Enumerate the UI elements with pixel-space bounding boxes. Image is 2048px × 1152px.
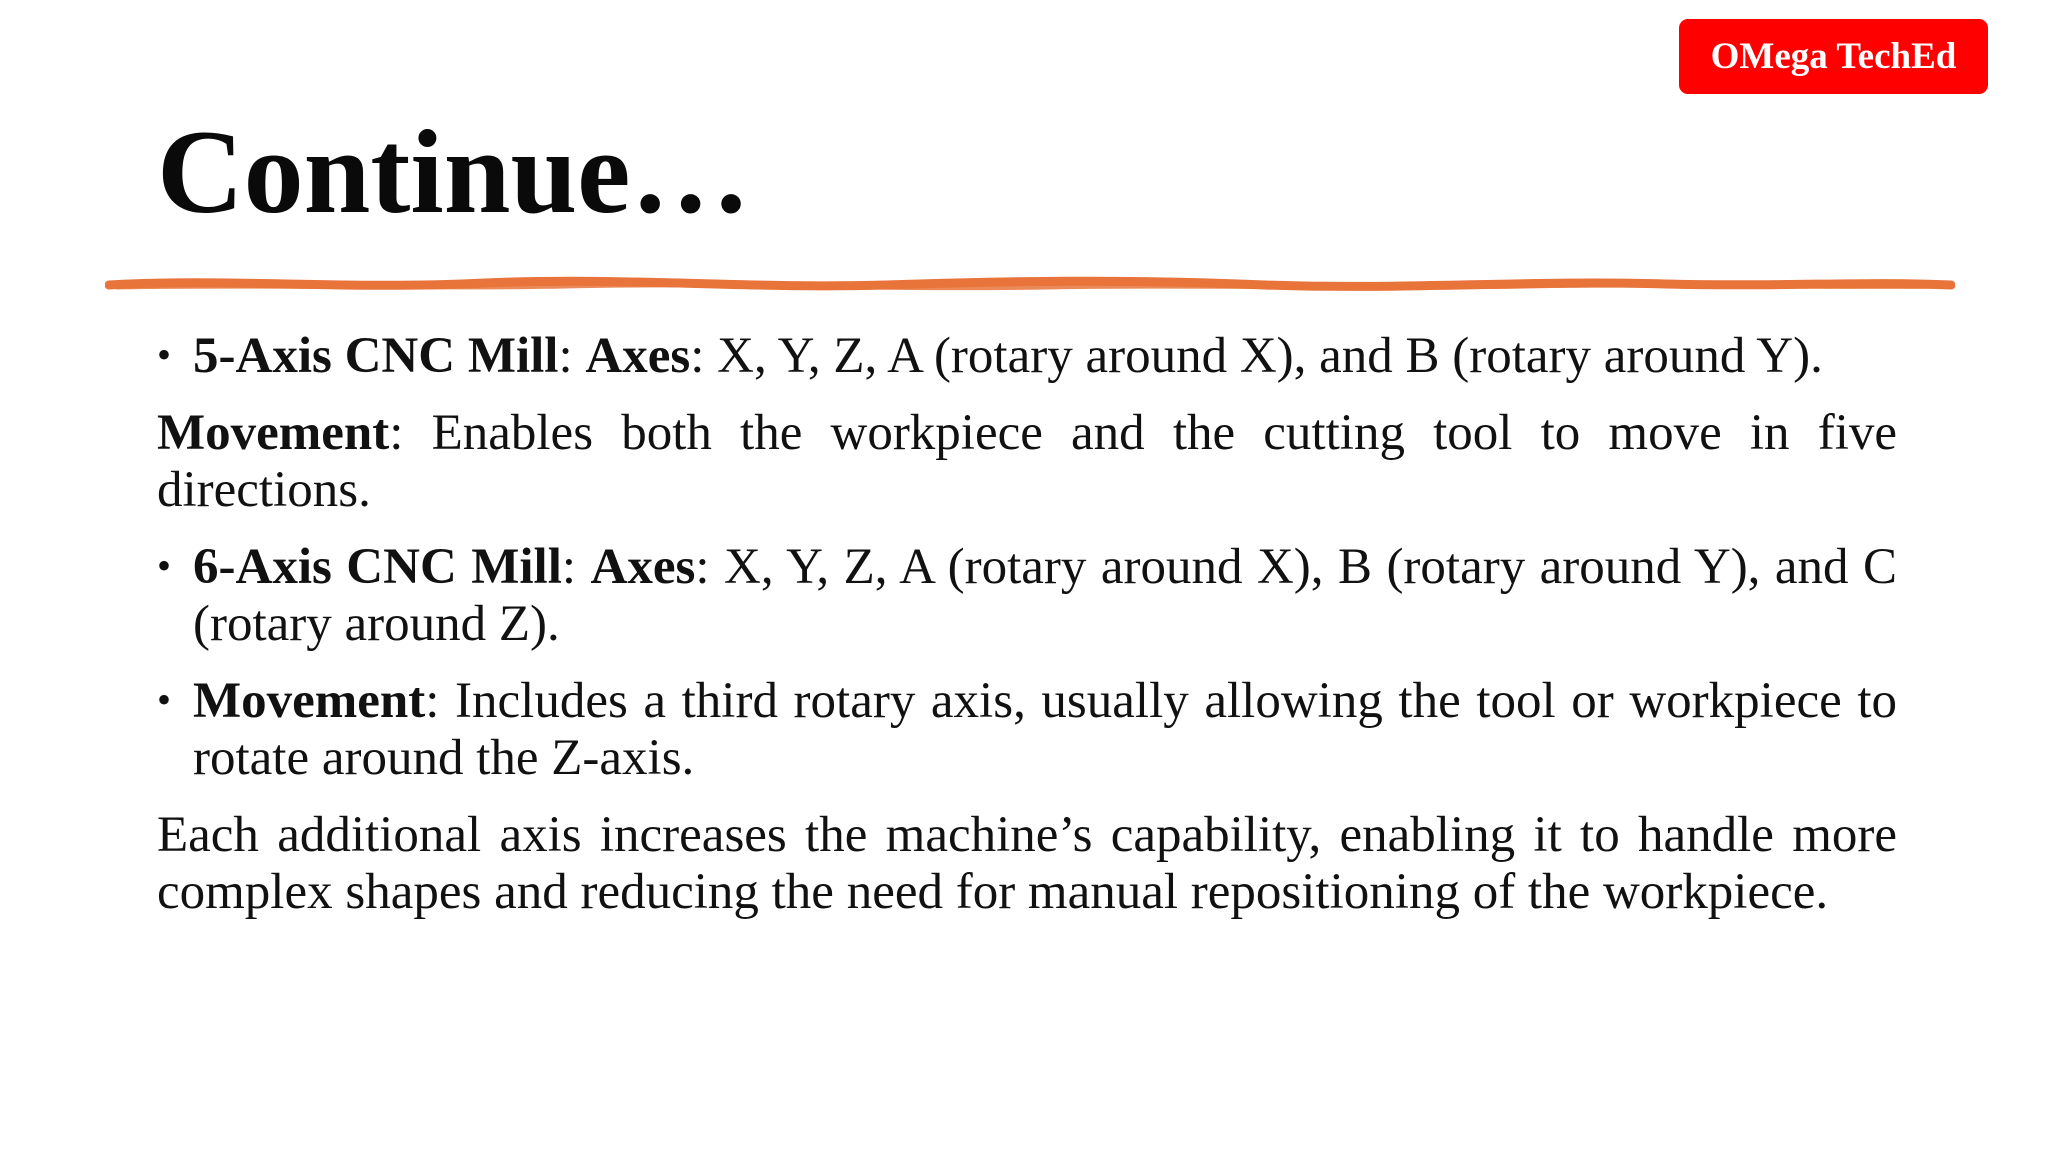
list-item-6-axis-movement bbox=[157, 673, 1897, 787]
bullet-dot: • bbox=[157, 543, 172, 588]
page-title: Continue… bbox=[157, 105, 751, 238]
item-separator: : bbox=[561, 539, 591, 595]
paragraph-summary: Each additional axis increases the machine’s capability, enabling it to handle more complex shapes and reducing the need for manual repositioning of the workpiece. bbox=[157, 807, 1897, 920]
item-term: 6-Axis CNC Mill bbox=[193, 539, 562, 595]
item-label: Movement bbox=[193, 673, 426, 729]
list-item-6-axis bbox=[157, 539, 1897, 653]
item-separator: : bbox=[389, 405, 432, 461]
paragraph-5-axis-movement bbox=[157, 405, 1897, 519]
item-term: 5-Axis CNC Mill bbox=[193, 328, 559, 384]
item-separator: : bbox=[558, 328, 586, 384]
item-label: Movement bbox=[157, 405, 390, 461]
item-separator: : bbox=[425, 673, 456, 729]
bullet-dot: • bbox=[157, 677, 172, 722]
title-underline-brush bbox=[105, 268, 1955, 302]
item-text: Includes a third rotary axis, usually allowing the tool or workpiece to rotate around the Z-axis. bbox=[193, 673, 1897, 786]
item-text: X, Y, Z, A (rotary around X), and B (rotary around Y). bbox=[717, 328, 1823, 384]
item-label: Axes bbox=[590, 539, 696, 595]
brand-badge: OMega TechEd bbox=[1679, 19, 1988, 94]
item-separator: : bbox=[695, 539, 724, 595]
item-label: Axes bbox=[585, 328, 691, 384]
bullet-dot: • bbox=[157, 332, 172, 377]
item-text: X, Y, Z, A (rotary around X), B (rotary around Y), and C (rotary around Z). bbox=[193, 539, 1897, 652]
item-separator: : bbox=[690, 328, 718, 384]
item-text: Enables both the workpiece and the cutting tool to move in five directions. bbox=[157, 405, 1898, 518]
list-item-5-axis bbox=[157, 328, 1897, 385]
slide-content bbox=[157, 328, 1897, 941]
